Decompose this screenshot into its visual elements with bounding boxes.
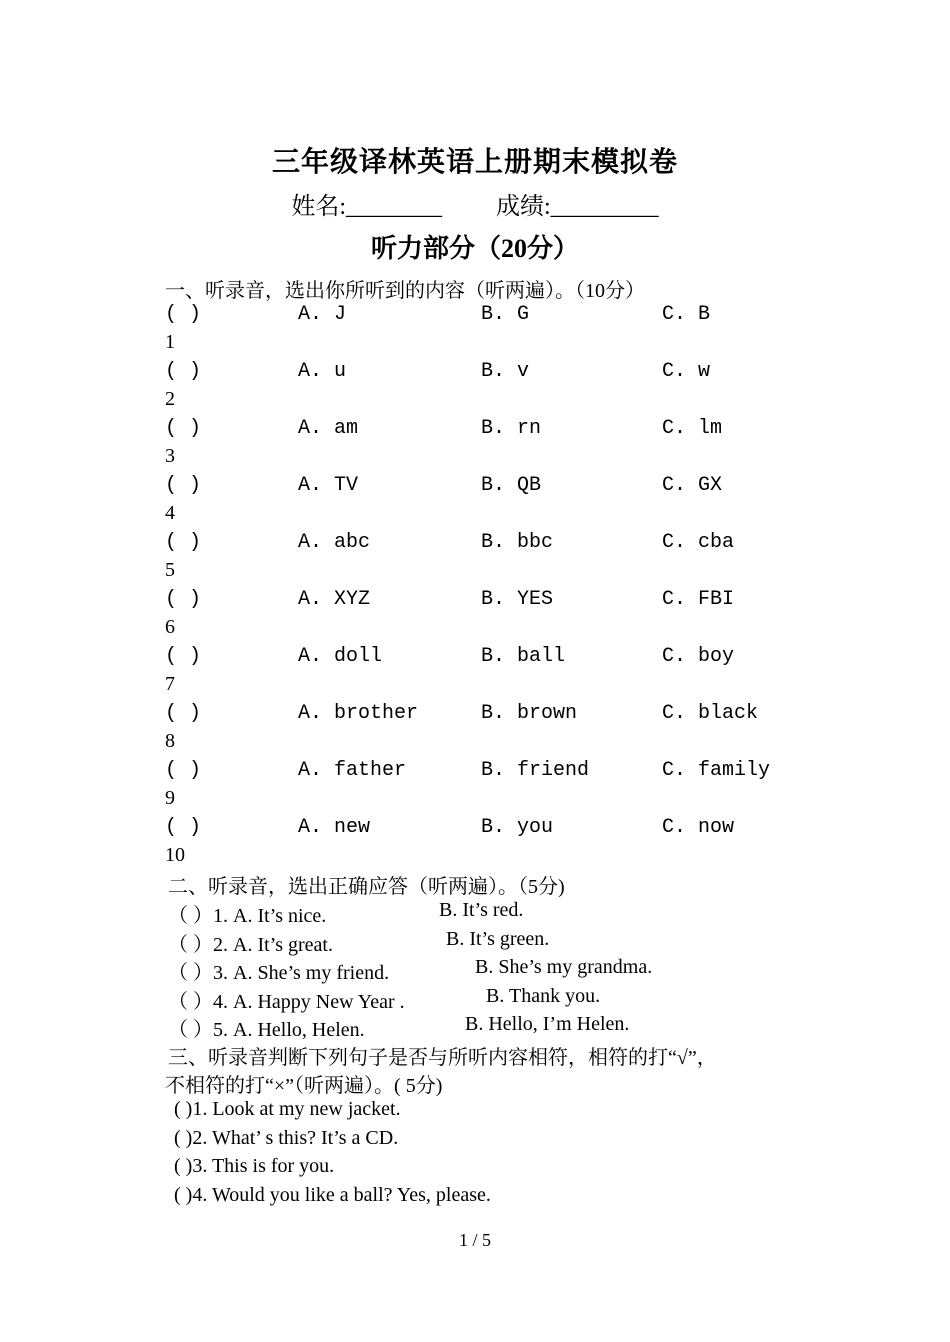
part3-question: ( )3. This is for you. — [174, 1155, 335, 1177]
option-c: C. boy — [662, 645, 735, 668]
part1-question — [165, 702, 805, 759]
option-a: A. am — [298, 417, 359, 440]
option-a: A. doll — [298, 645, 383, 668]
part1-question — [165, 531, 805, 588]
name-field-label: 姓名:________ — [291, 194, 442, 220]
option-b: B. brown — [481, 702, 578, 725]
option-c: C. cba — [662, 531, 735, 554]
answer-blank: ( ) — [165, 702, 202, 725]
question-option-b: B. Hello, I’m Helen. — [465, 1013, 630, 1035]
page-number: 1 / 5 — [458, 1230, 491, 1250]
part2-question — [168, 985, 788, 1014]
option-c: C. lm — [662, 417, 723, 440]
answer-blank: ( ) — [165, 816, 202, 839]
question-option-a: （ ）5. A. Hello, Helen. — [168, 1019, 365, 1041]
part1-question — [165, 474, 805, 531]
question-option-b: B. Thank you. — [486, 984, 601, 1007]
option-b: B. friend — [481, 759, 590, 782]
option-c: C. B — [662, 303, 711, 326]
exam-title: 三年级译林英语上册期末模拟卷 — [271, 147, 678, 178]
question-option-b: B. She’s my grandma. — [475, 956, 653, 978]
question-option-a: （ ）2. A. It’s great. — [168, 933, 333, 956]
option-b: B. v — [481, 360, 530, 383]
part3-question: ( )4. Would you like a ball? Yes, please. — [174, 1183, 491, 1206]
part3-question-list — [174, 1098, 491, 1212]
part1-question — [165, 588, 805, 645]
question-option-a: （ ）3. A. She’s my friend. — [168, 962, 390, 984]
option-a: A. father — [298, 759, 407, 782]
answer-blank: ( ) — [165, 303, 202, 326]
option-a: A. J — [298, 303, 347, 326]
option-c: C. black — [662, 702, 759, 725]
answer-blank: ( ) — [165, 531, 202, 554]
option-a: A. TV — [298, 474, 359, 497]
question-number: 4 — [165, 502, 175, 524]
part2-question — [168, 1013, 788, 1042]
option-b: B. QB — [481, 474, 542, 497]
score-field-label: 成绩:_________ — [496, 194, 659, 220]
option-b: B. ball — [481, 645, 566, 668]
question-number: 7 — [165, 673, 175, 695]
part2-question — [168, 899, 788, 928]
question-number: 2 — [165, 388, 175, 410]
option-a: A. new — [298, 816, 371, 839]
student-info-line — [0, 186, 950, 221]
option-c: C. now — [662, 816, 735, 839]
option-b: B. you — [481, 816, 554, 839]
answer-blank: ( ) — [165, 474, 202, 497]
option-a: A. brother — [298, 702, 419, 725]
question-number: 9 — [165, 787, 175, 809]
question-number: 3 — [165, 445, 175, 467]
part1-question — [165, 360, 805, 417]
option-c: C. GX — [662, 474, 723, 497]
option-c: C. w — [662, 360, 711, 383]
question-number: 1 — [165, 331, 175, 353]
part1-question — [165, 645, 805, 702]
part2-question — [168, 956, 788, 985]
section-title: 听力部分（20分） — [370, 234, 579, 263]
part2-heading: 二、听录音，选出正确应答（听两遍）。（5分) — [168, 876, 565, 898]
answer-blank: ( ) — [165, 588, 202, 611]
option-b: B. YES — [481, 588, 554, 611]
option-c: C. FBI — [662, 588, 735, 611]
option-b: B. G — [481, 303, 530, 326]
option-a: A. u — [298, 360, 347, 383]
part3-heading-line2: 不相符的打“×”（听两遍）。( 5分) — [165, 1075, 443, 1097]
question-number: 8 — [165, 730, 175, 752]
part1-question-list — [165, 303, 805, 873]
part3-question: ( )1. Look at my new jacket. — [174, 1098, 401, 1120]
answer-blank: ( ) — [165, 417, 202, 440]
option-b: B. rn — [481, 417, 542, 440]
answer-blank: ( ) — [165, 759, 202, 782]
question-number: 5 — [165, 559, 175, 581]
part1-heading: 一、听录音，选出你所听到的内容（听两遍）。（10分） — [165, 280, 645, 302]
question-option-a: （ ）1. A. It’s nice. — [168, 905, 327, 927]
part3-question: ( )2. What’ s this? It’s a CD. — [174, 1126, 399, 1149]
question-number: 10 — [165, 844, 185, 866]
answer-blank: ( ) — [165, 645, 202, 668]
question-option-b: B. It’s red. — [439, 899, 524, 921]
option-a: A. abc — [298, 531, 371, 554]
answer-blank: ( ) — [165, 360, 202, 383]
part1-question — [165, 417, 805, 474]
part1-question — [165, 759, 805, 816]
part1-question — [165, 303, 805, 360]
question-option-a: （ ）4. A. Happy New Year . — [168, 990, 405, 1013]
option-c: C. family — [662, 759, 771, 782]
part2-question-list — [168, 899, 788, 1042]
question-option-b: B. It’s green. — [446, 927, 550, 950]
part1-question — [165, 816, 805, 873]
option-b: B. bbc — [481, 531, 554, 554]
question-number: 6 — [165, 616, 175, 638]
option-a: A. XYZ — [298, 588, 371, 611]
part2-question — [168, 928, 788, 957]
part3-heading-line1: 三、听录音判断下列句子是否与所听内容相符，相符的打“√”， — [168, 1047, 717, 1069]
